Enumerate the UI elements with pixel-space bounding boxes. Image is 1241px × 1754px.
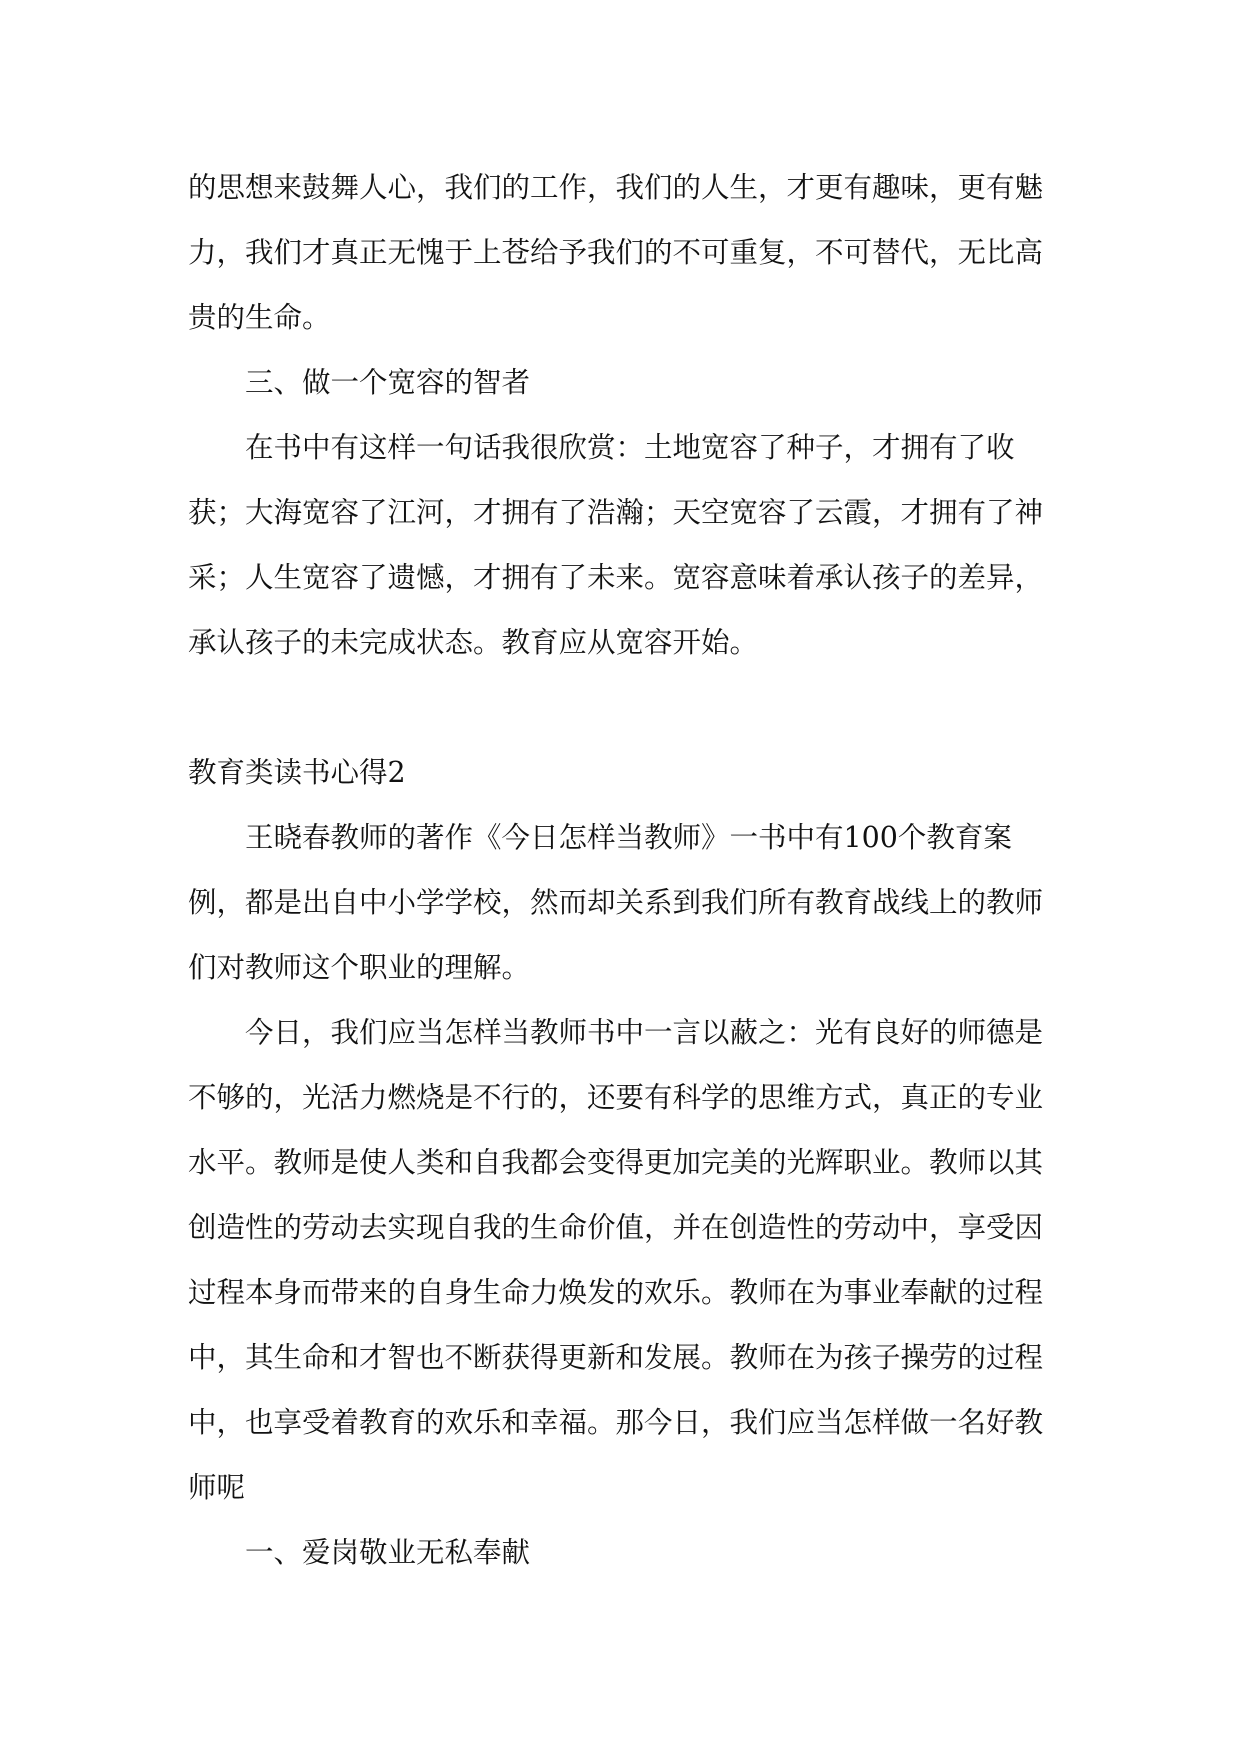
essay-title: 教育类读书心得2 bbox=[188, 756, 406, 789]
paragraph-continuation: 的思想来鼓舞人心，我们的工作，我们的人生，才更有趣味，更有魅力，我们才真正无愧于上苍给予我们的不可重复，不可替代，无比高贵的生命。 bbox=[188, 171, 1044, 334]
paragraph-teacher-role: 今日，我们应当怎样当教师书中一言以蔽之：光有良好的师德是不够的，光活力燃烧是不行的，还要有科学的思维方式，真正的专业水平。教师是使人类和自我都会变得更加完美的光辉职业。教师以其创造性的劳动去实现自我的生命价值，并在创造性的劳动中，享受因过程本身而带来的自身生命力焕发的欢乐。教师在为事业奉献的过程中，其生命和才智也不断获得更新和发展。教师在为孩子操劳的过程中，也享受着教育的欢乐和幸福。那今日，我们应当怎样做一名好教师呢 bbox=[188, 1016, 1044, 1504]
paragraph-book-intro: 王晓春教师的著作《今日怎样当教师》一书中有100个教育案例，都是出自中小学学校，然而却关系到我们所有教育战线上的教师们对教师这个职业的理解。 bbox=[188, 821, 1044, 984]
document-body bbox=[188, 155, 1058, 1585]
paragraph-tolerance-quote: 在书中有这样一句话我很欣赏：土地宽容了种子，才拥有了收获；大海宽容了江河，才拥有了浩瀚；天空宽容了云霞，才拥有了神采；人生宽容了遗憾，才拥有了未来。宽容意味着承认孩子的差异，承认孩子的未完成状态。教育应从宽容开始。 bbox=[188, 431, 1044, 659]
section-heading-dedication: 一、爱岗敬业无私奉献 bbox=[245, 1536, 531, 1569]
section-heading-tolerant-wise: 三、做一个宽容的智者 bbox=[245, 366, 531, 399]
paragraph-spacer bbox=[188, 675, 1058, 740]
